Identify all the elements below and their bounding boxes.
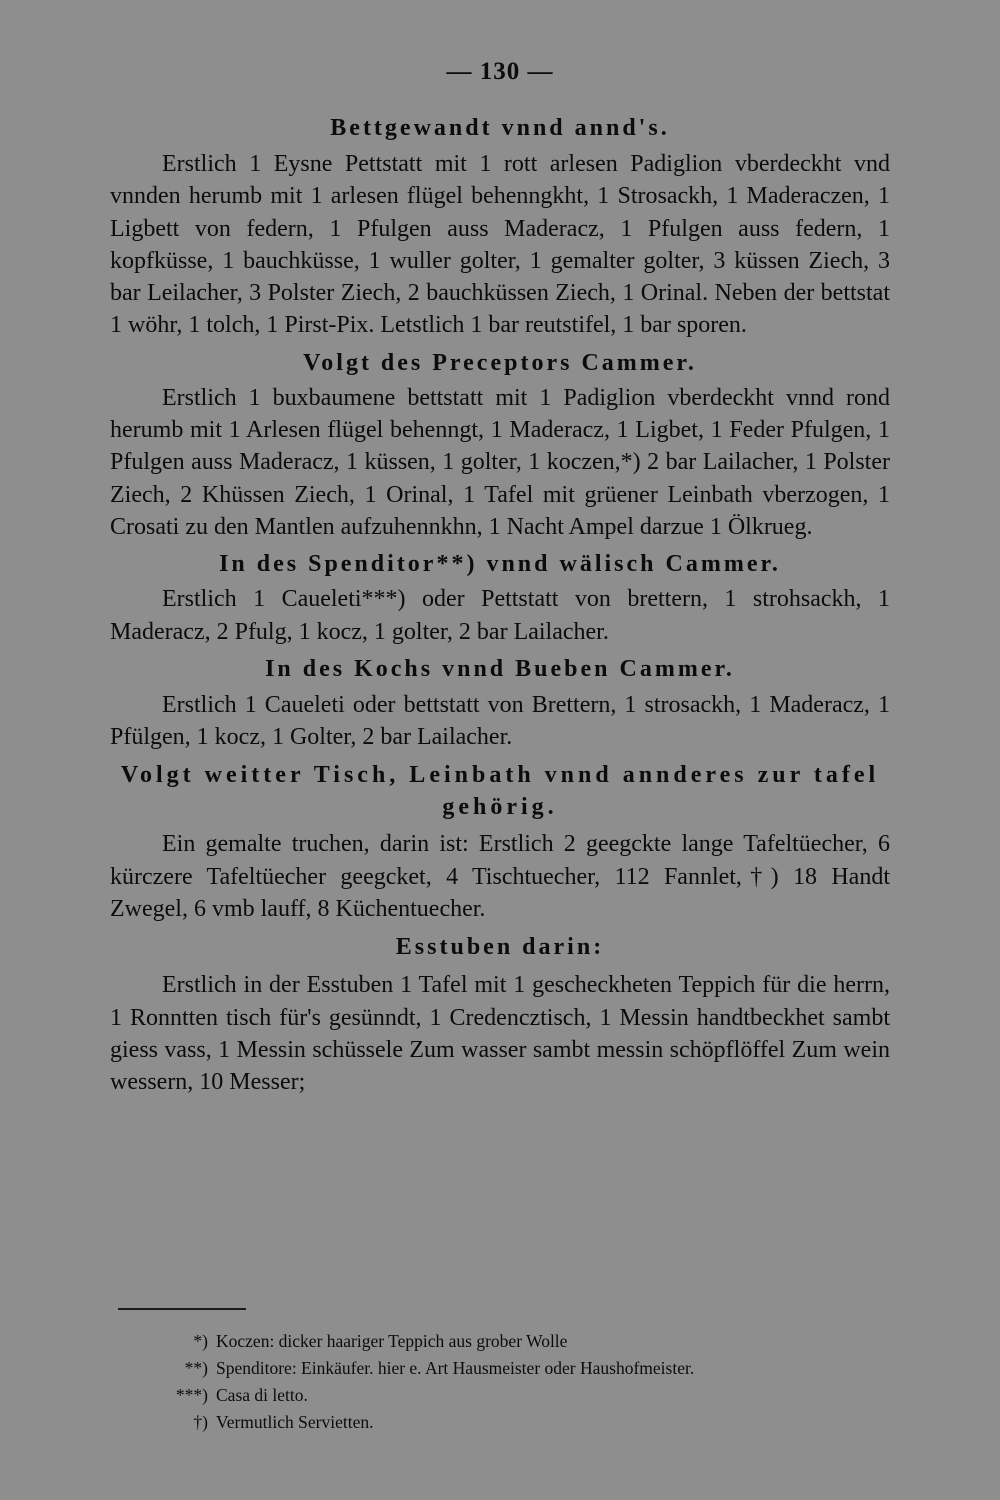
page-body <box>110 112 890 1099</box>
footnote <box>120 1355 900 1382</box>
footnote-mark: ***) <box>175 1385 208 1405</box>
section-text-kochs-cammer: Erstlich 1 Caueleti oder bettstatt von Brettern, 1 strosackh, 1 Maderacz, 1 Pfülgen, 1 kocz, 1 Golter, 2 bar Lailacher. <box>110 691 890 751</box>
section-heading-tisch-leinbath: Volgt weitter Tisch, Leinbath vnnd annderes zur tafel gehörig. <box>120 762 880 821</box>
footnote <box>120 1409 900 1436</box>
footnote-mark: **) <box>184 1358 208 1378</box>
footnote-mark: †) <box>193 1412 208 1432</box>
section-text-esstuben: Erstlich in der Esstuben 1 Tafel mit 1 gescheckheten Teppich für die herrn, 1 Ronntten tisch für's gesünndt, 1 Credencztisch, 1 Messin handtbeckhet sambt giess vass, 1 Messin schüssele Zum wasser sambt messin schöpflöffel Zum wein wessern, 10 Messer; <box>110 972 890 1096</box>
section-text-bettgewandt: Erstlich 1 Eysne Pettstatt mit 1 rott arlesen Padiglion vberdeckht vnd vnnden herumb mit 1 arlesen flügel behenngkht, 1 Strosackh, 1 Maderaczen, 1 Ligbett von federn, 1 Pfulgen auss Maderacz, 1 Pfulgen auss federn, 1 kopfküsse, 1 bauchküsse, 1 wuller golter, 1 gemalter golter, 3 küssen Ziech, 3 bar Leilacher, 3 Polster Ziech, 2 bauchküssen Ziech, 1 Orinal. Neben der bettstat 1 wöhr, 1 tolch, 1 Pirst-Pix. Letstlich 1 bar reutstifel, 1 bar sporen. <box>110 151 890 339</box>
footnotes <box>120 1328 900 1436</box>
footnote <box>120 1382 900 1409</box>
footnote-text: Spenditore: Einkäufer. hier e. Art Hausmeister oder Haushofmeister. <box>216 1358 695 1378</box>
section-heading-bettgewandt: Bettgewandt vnnd annd's. <box>330 115 670 141</box>
footnote-mark: *) <box>193 1331 208 1351</box>
section-text-spenditor-cammer: Erstlich 1 Caueleti***) oder Pettstatt von brettern, 1 strohsackh, 1 Maderacz, 2 Pfulg, 1 kocz, 1 golter, 2 bar Lailacher. <box>110 586 890 645</box>
section-text-preceptors-cammer: Erstlich 1 buxbaumene bettstatt mit 1 Padiglion vberdeckht vnnd rond herumb mit 1 Arlesen flügel behenngt, 1 Maderacz, 1 Ligbet, 1 Feder Pfulgen, 1 Pfulgen auss Maderacz, 1 küssen, 1 golter, 1 koczen,*) 2 bar Lailacher, 1 Polster Ziech, 2 Khüssen Ziech, 1 Orinal, 1 Tafel mit grüener Leinbath vberzogen, 1 Crosati zu den Mantlen aufzuhennkhn, 1 Nacht Ampel darzue 1 Ölkrueg. <box>110 384 890 540</box>
section-text-tisch-leinbath: Ein gemalte truchen, darin ist: Erstlich 2 geegckte lange Tafeltüecher, 6 kürczere Tafeltüecher geegcket, 4 Tischtuecher, 112 Fannlet,†) 18 Handt Zwegel, 6 vmb lauff, 8 Küchentuecher. <box>110 831 890 923</box>
footnote-text: Koczen: dicker haariger Teppich aus grober Wolle <box>216 1331 568 1351</box>
footnote-text: Casa di letto. <box>216 1385 308 1405</box>
footnote-text: Vermutlich Servietten. <box>216 1412 374 1432</box>
page-number: — 130 — <box>446 58 554 85</box>
section-heading-kochs-cammer: In des Kochs vnnd Bueben Cammer. <box>265 655 735 682</box>
footnote <box>120 1328 900 1355</box>
section-heading-preceptors-cammer: Volgt des Preceptors Cammer. <box>303 349 697 376</box>
section-heading-esstuben: Esstuben darin: <box>395 934 605 961</box>
section-heading-spenditor-cammer: In des Spenditor**) vnnd wälisch Cammer. <box>219 551 781 578</box>
footnote-divider <box>118 1308 246 1310</box>
